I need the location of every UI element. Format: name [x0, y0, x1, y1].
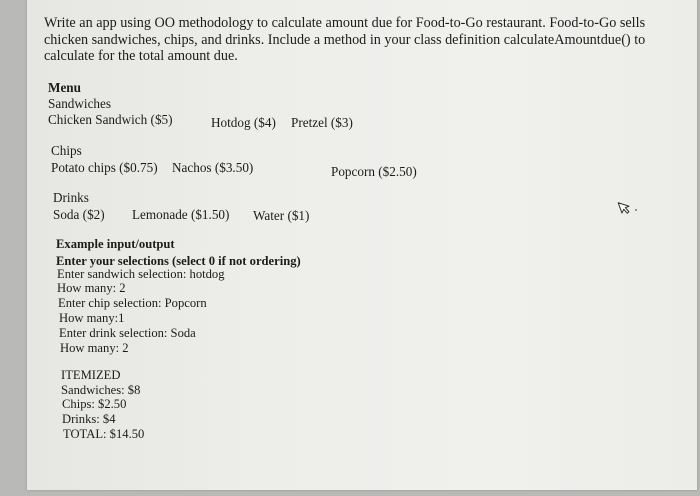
example-line: Enter chip selection: Popcorn [58, 296, 207, 310]
example-title: Example input/output [56, 237, 175, 251]
menu-item-lemonade: Lemonade ($1.50) [132, 207, 230, 222]
menu-title: Menu [48, 80, 81, 95]
menu-item-nachos: Nachos ($3.50) [172, 160, 254, 175]
menu-item-chicken-sandwich: Chicken Sandwich ($5) [48, 112, 173, 127]
menu-item-popcorn: Popcorn ($2.50) [331, 164, 417, 179]
chips-heading: Chips [51, 143, 82, 158]
prompt-line-2: chicken sandwiches, chips, and drinks. Include a method in your class definition calculateAmountdue() to [44, 32, 646, 48]
example-instruction: Enter your selections (select 0 if not ordering) [56, 254, 301, 268]
itemized-heading: ITEMIZED [61, 368, 121, 382]
menu-item-pretzel: Pretzel ($3) [291, 115, 353, 130]
itemized-total: TOTAL: $14.50 [63, 427, 145, 441]
example-line: Enter sandwich selection: hotdog [57, 267, 225, 281]
example-line: How many: 2 [60, 341, 129, 355]
drinks-heading: Drinks [53, 190, 89, 205]
menu-item-soda: Soda ($2) [53, 207, 105, 222]
itemized-line: Drinks: $4 [62, 412, 116, 426]
mouse-pointer-icon [617, 198, 639, 216]
example-line: How many:1 [59, 311, 125, 325]
sandwiches-heading: Sandwiches [48, 96, 111, 111]
menu-item-water: Water ($1) [253, 208, 310, 223]
itemized-line: Chips: $2.50 [62, 397, 127, 411]
prompt-line-1: Write an app using OO methodology to calculate amount due for Food-to-Go restaurant. Food-to-Go sells [44, 15, 646, 31]
example-line: Enter drink selection: Soda [59, 326, 196, 340]
menu-item-hotdog: Hotdog ($4) [211, 115, 276, 130]
prompt-line-3: calculate for the total amount due. [44, 48, 238, 64]
menu-item-potato-chips: Potato chips ($0.75) [51, 160, 158, 175]
itemized-line: Sandwiches: $8 [61, 383, 141, 397]
example-line: How many: 2 [57, 281, 126, 295]
